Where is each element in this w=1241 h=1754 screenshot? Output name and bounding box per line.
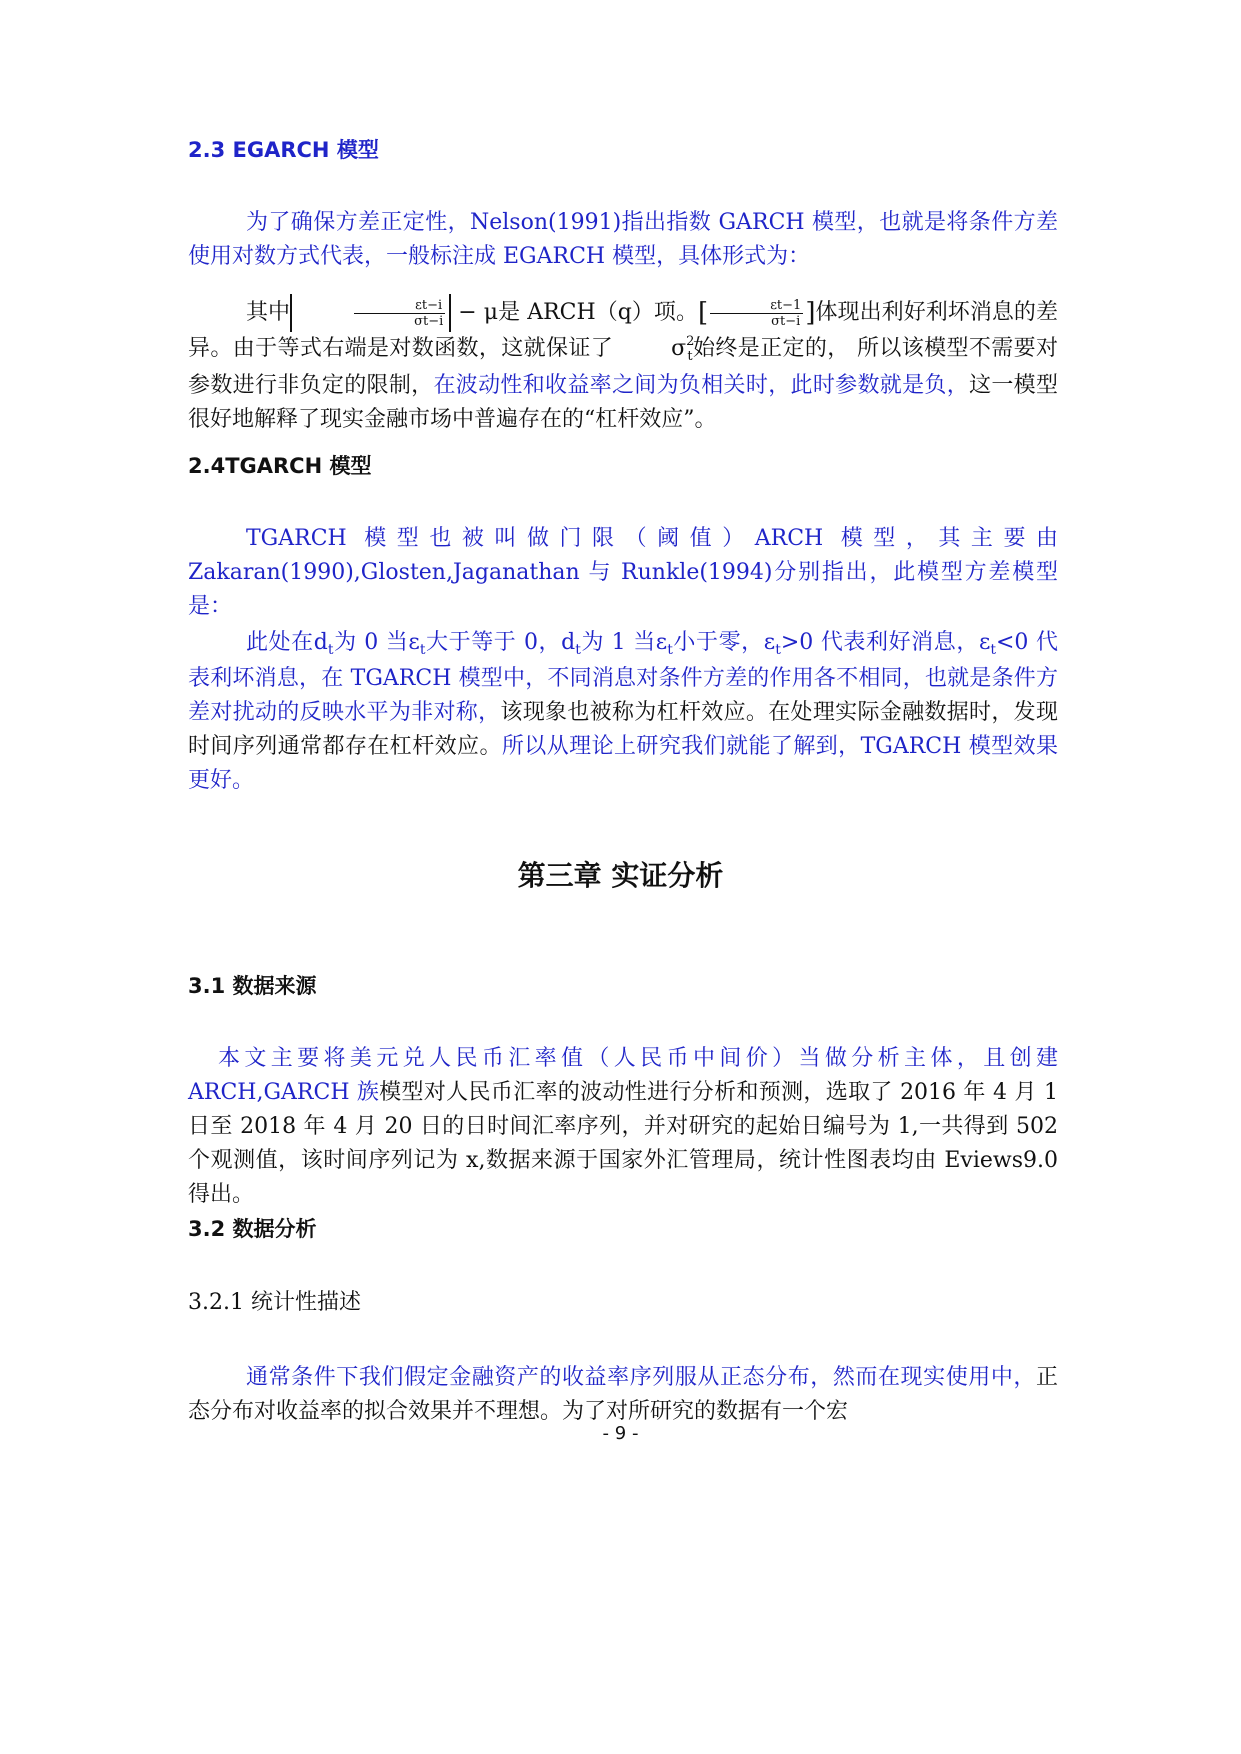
sigma-squared-t: $\sigma^2_t$	[671, 334, 695, 364]
heading-3-2: 3.2 数据分析	[188, 1217, 317, 1241]
paragraph-tgarch-intro: TGARCH 模型也被叫做门限（阈值）ARCH 模型，其主要由 Zakaran(1990),Glosten,Jaganathan 与 Runkle(1994)分别指出，此模型方差模型是：	[188, 526, 1058, 619]
heading-3-1: 3.1 数据来源	[188, 974, 317, 998]
paragraph-egarch-explanation: 其中 $\frac{\varepsilon t-i}{\sigma t-i}$ − μ是 ARCH（q）项。[ $\frac{\varepsilon t-1}{\sigma t-i}$ ]体现出利好利坏消息的差异。由于等式右端是对数函数，这就保证了 $\sigma^2_t$始终是正定的， 所以该模型不需要对参数进行非负定的限制，在波动性和收益率之间为负相关时，此时参数就是负，这一模型很好地解释了现实金融市场中普遍存在的“杠杆效应”。	[188, 294, 1058, 437]
paragraph-tgarch-explanation: 此处在$d_t$为 0 当$\varepsilon_t$大于等于 0，$d_t$为 1 当$\varepsilon_t$小于零，$\varepsilon_t>0$ 代表利好消息，$\varepsilon_t<0$ 代表利坏消息，在 TGARCH 模型中，不同消息对条件方差的作用各不相同，也就是条件方差对扰动的反映水平为非对称，该现象也被称为杠杆效应。在处理实际金融数据时，发现时间序列通常都存在杠杆效应。所以从理论上研究我们就能了解到，TGARCH 模型效果更好。	[188, 630, 1058, 793]
abs-fraction: $\frac{\varepsilon t-i}{\sigma t-i}$	[290, 294, 451, 332]
page-number: - 9 -	[602, 1423, 639, 1444]
subheading-3-2-1: 3.2.1 统计性描述	[188, 1290, 361, 1315]
paragraph-data-source: 本文主要将美元兑人民币汇率值（人民币中间价）当做分析主体，且创建 ARCH,GARCH 族模型对人民币汇率的波动性进行分析和预测，选取了 2016 年 4 月 1 日至 2018 年 4 月 20 日的日时间汇率序列，并对研究的起始日编号为 1,一共得到 502 个观测值，该时间序列记为 x,数据来源于国家外汇管理局，统计性图表均由 Eviews9.0 得出。	[188, 1046, 1058, 1207]
paragraph-stat-description: 通常条件下我们假定金融资产的收益率序列服从正态分布，然而在现实使用中，正态分布对收益率的拟合效果并不理想。为了对所研究的数据有一个宏	[188, 1365, 1058, 1424]
paragraph-egarch-intro: 为了确保方差正定性，Nelson(1991)指出指数 GARCH 模型，也就是将条件方差使用对数方式代表，一般标注成 EGARCH 模型，具体形式为：	[188, 210, 1058, 269]
chapter-title: 第三章 实证分析	[517, 859, 724, 892]
heading-2-4: 2.4TGARCH 模型	[188, 454, 372, 478]
fraction-eps-sigma: $\frac{\varepsilon t-1}{\sigma t-i}$	[710, 298, 803, 329]
heading-2-3: 2.3 EGARCH 模型	[188, 138, 379, 162]
